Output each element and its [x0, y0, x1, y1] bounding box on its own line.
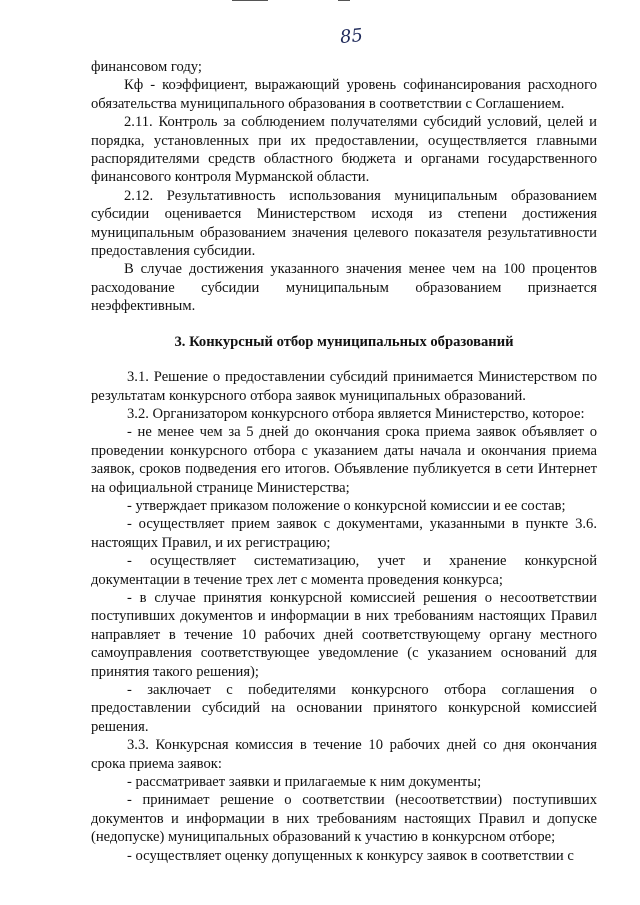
top-edge-mark — [338, 0, 350, 1]
document-body — [91, 58, 597, 865]
list-item: - рассматривает заявки и прилагаемые к ним документы; — [127, 774, 482, 791]
top-edge-mark — [232, 0, 268, 1]
list-item: - не менее чем за 5 дней до окончания срока приема заявок объявляет о проведении конкурсного отбора с указанием даты начала и окончания приема заявок, сроков подведения его итогов. Объявление публикуется в сети Интернет на официальной странице Министерства; — [91, 424, 597, 496]
paragraph: 3.1. Решение о предоставлении субсидий принимается Министерством по результатам конкурсного отбора заявок муниципальных образований. — [91, 369, 597, 404]
list-item: - осуществляет оценку допущенных к конкурсу заявок в соответствии с — [127, 847, 574, 864]
list-item: - в случае принятия конкурсной комиссией решения о несоответствии поступивших документов и информации в них требованиям настоящих Правил направляет в течение 10 рабочих дней соответствующему органу местного самоуправления соответствующее уведомление (с указанием оснований для принятия такого решения); — [91, 589, 597, 680]
list-item: - заключает с победителями конкурсного отбора соглашения о предоставлении субсидий на основании принятого конкурсной комиссией решения. — [91, 682, 597, 735]
paragraph: 2.11. Контроль за соблюдением получателями субсидий условий, целей и порядка, установленных при их предоставлении, осуществляется главными распорядителями средств областного бюджета и органами государственного финансового контроля Мурманской области. — [91, 114, 597, 186]
paragraph: 3.3. Конкурсная комиссия в течение 10 рабочих дней со дня окончания срока приема заявок: — [91, 737, 597, 772]
list-item: - принимает решение о соответствии (несоответствии) поступивших документов и информации в них требованиям настоящих Правил и допуске (недопуске) муниципальных образований к участию в конкурсном отборе; — [91, 792, 597, 846]
paragraph: В случае достижения указанного значения менее чем на 100 процентов расходование субсидии муниципальным образованием признается неэффективным. — [91, 261, 597, 315]
handwritten-page-number: 85 — [338, 24, 364, 49]
paragraph: Кф - коэффициент, выражающий уровень софинансирования расходного обязательства муниципального образования в соответствии с Соглашением. — [91, 77, 597, 112]
paragraph: 2.12. Результативность использования муниципальным образованием субсидии оценивается Министерством исходя из степени достижения муниципальным образованием значения целевого показателя результативности предоставления субсидии. — [91, 187, 597, 260]
list-item: - осуществляет систематизацию, учет и хранение конкурсной документации в течение трех лет с момента проведения конкурса; — [91, 553, 597, 588]
section-heading: 3. Конкурсный отбор муниципальных образований — [174, 333, 514, 350]
paragraph: 3.2. Организатором конкурсного отбора является Министерство, которое: — [127, 405, 585, 422]
list-item: - осуществляет прием заявок с документами, указанными в пункте 3.6. настоящих Правил, и их регистрацию; — [91, 516, 597, 551]
paragraph: финансовом году; — [91, 59, 202, 75]
list-item: - утверждает приказом положение о конкурсной комиссии и ее состав; — [127, 497, 566, 514]
